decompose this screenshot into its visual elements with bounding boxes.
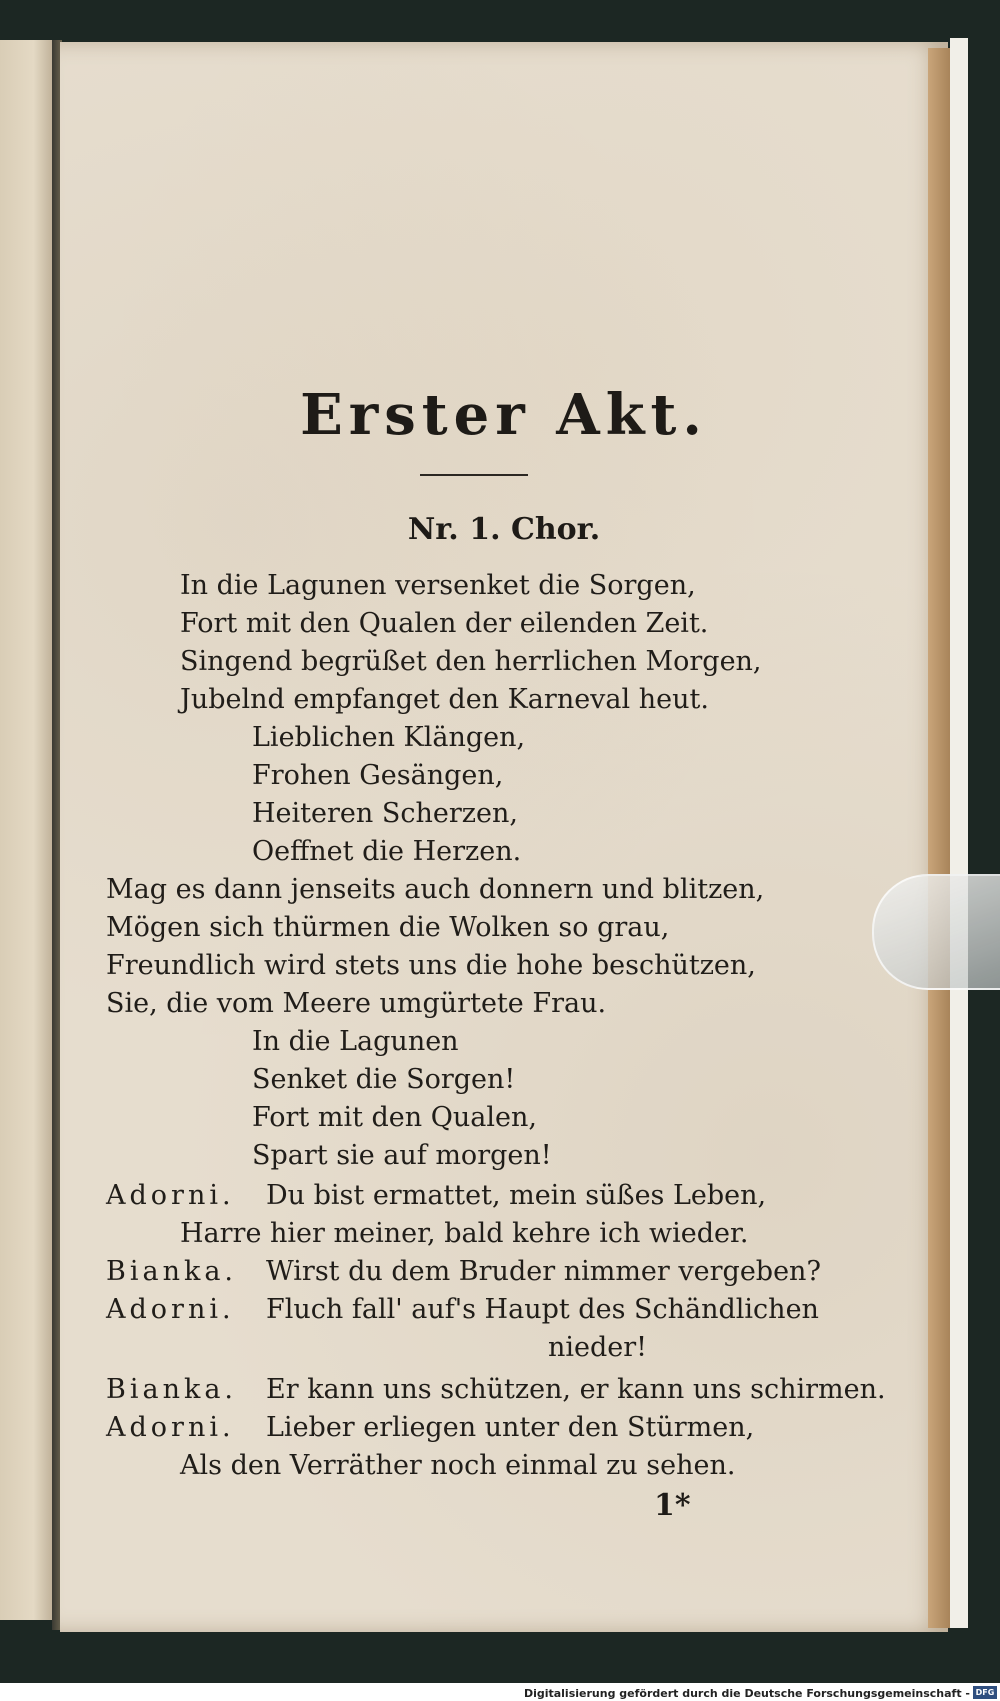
verse-line: Fort mit den Qualen, bbox=[252, 1102, 537, 1133]
verse-line: Frohen Gesängen, bbox=[252, 760, 504, 791]
verse-line: Mag es dann jenseits auch donnern und blitzen, bbox=[106, 874, 765, 905]
page-number: 1* bbox=[654, 1488, 691, 1523]
verse-line: Freundlich wird stets uns die hohe beschützen, bbox=[106, 950, 756, 981]
footer-bar bbox=[0, 1683, 1000, 1701]
speaker-name: Bianka. bbox=[106, 1256, 238, 1287]
dialogue-line: Fluch fall' auf's Haupt des Schändlichen bbox=[266, 1294, 819, 1325]
verse-line: Sie, die vom Meere umgürtete Frau. bbox=[106, 988, 607, 1019]
verse-line: Spart sie auf morgen! bbox=[252, 1140, 552, 1171]
verse-line: Jubelnd empfanget den Karneval heut. bbox=[180, 684, 709, 715]
verse-line: Senket die Sorgen! bbox=[252, 1064, 516, 1095]
verse-line: Fort mit den Qualen der eilenden Zeit. bbox=[180, 608, 709, 639]
verse-line: In die Lagunen versenket die Sorgen, bbox=[180, 570, 696, 601]
speaker-name: Adorni. bbox=[106, 1412, 235, 1443]
verse-line: Singend begrüßet den herrlichen Morgen, bbox=[180, 646, 762, 677]
dialogue-line: Lieber erliegen unter den Stürmen, bbox=[266, 1412, 755, 1443]
dialogue-line: Er kann uns schützen, er kann uns schirmen. bbox=[266, 1374, 886, 1405]
footer-credit: Digitalisierung gefördert durch die Deutsche Forschungsgemeinschaft - bbox=[523, 1687, 970, 1700]
section-heading: Nr. 1. Chor. bbox=[407, 512, 601, 547]
verse-line: In die Lagunen bbox=[252, 1026, 459, 1057]
verse-line: Heiteren Scherzen, bbox=[252, 798, 518, 829]
act-title: Erster Akt. bbox=[300, 382, 708, 448]
speaker-name: Adorni. bbox=[106, 1180, 235, 1211]
dialogue-line: Du bist ermattet, mein süßes Leben, bbox=[266, 1180, 767, 1211]
dialogue-line: Als den Verräther noch einmal zu sehen. bbox=[180, 1450, 736, 1481]
verse-line: Mögen sich thürmen die Wolken so grau, bbox=[106, 912, 670, 943]
speaker-name: Adorni. bbox=[106, 1294, 235, 1325]
verse-line: Lieblichen Klängen, bbox=[252, 722, 526, 753]
dialogue-line: Harre hier meiner, bald kehre ich wieder. bbox=[180, 1218, 749, 1249]
dialogue-line: nieder! bbox=[548, 1332, 648, 1363]
verse-line: Oeffnet die Herzen. bbox=[252, 836, 522, 867]
speaker-name: Bianka. bbox=[106, 1374, 238, 1405]
dialogue-line: Wirst du dem Bruder nimmer vergeben? bbox=[266, 1256, 821, 1287]
dfg-logo: DFG bbox=[973, 1686, 997, 1699]
